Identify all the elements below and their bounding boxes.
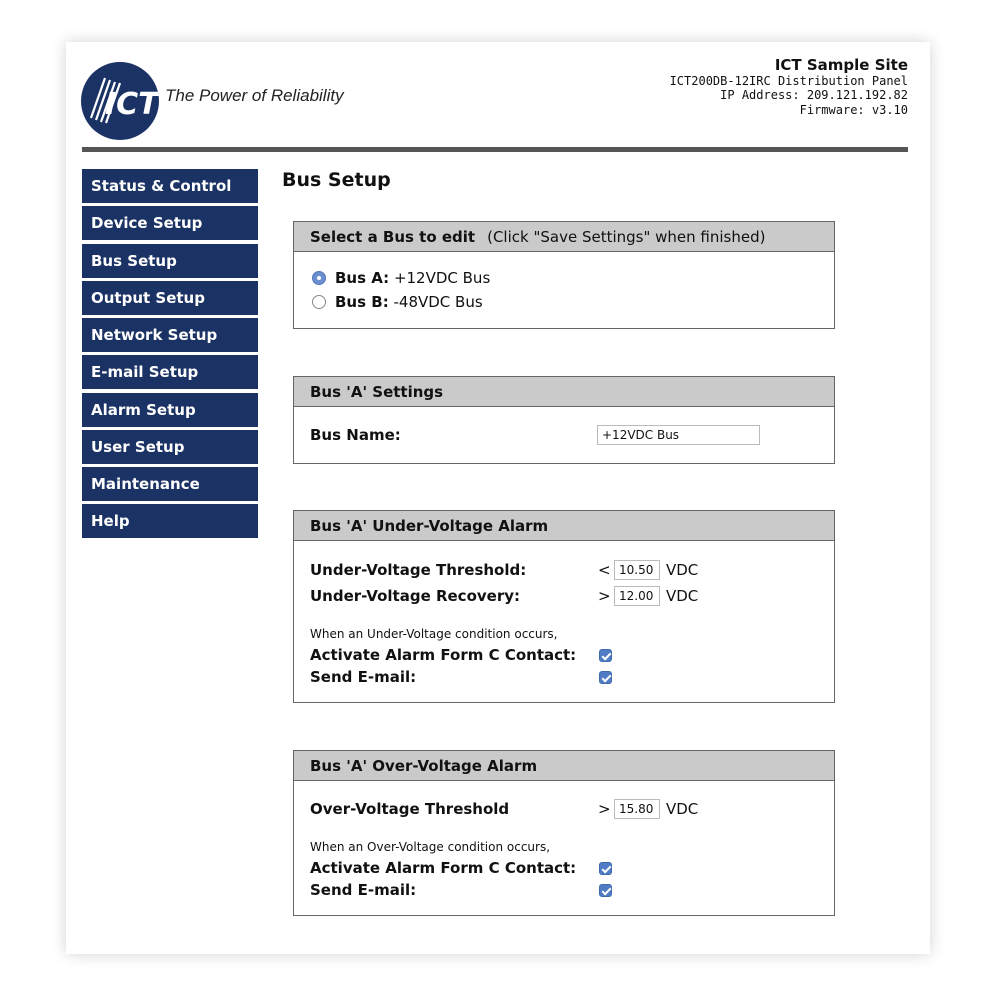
firmware-version: Firmware: v3.10 [799,102,908,117]
ov-threshold-symbol: > [598,800,611,818]
uv-email-label: Send E-mail: [310,668,417,686]
bus-b-key: Bus B: [335,293,389,311]
bus-b-value: -48VDC Bus [393,293,483,311]
device-name: ICT200DB-12IRC Distribution Panel [669,73,908,88]
uv-recovery-input[interactable]: 12.00 [614,586,660,606]
ov-threshold-label: Over-Voltage Threshold [310,800,510,818]
uv-threshold-input[interactable]: 10.50 [614,560,660,580]
sidebar-item-help[interactable]: Help [82,504,258,538]
sidebar-item-email-setup[interactable]: E-mail Setup [82,355,258,389]
bus-name-input[interactable]: +12VDC Bus [597,425,760,445]
sidebar-item-user-setup[interactable]: User Setup [82,430,258,464]
select-bus-note: (Click "Save Settings" when finished) [487,228,766,246]
ict-logo-icon [81,62,159,140]
bus-a-value: +12VDC Bus [393,269,491,287]
uv-condition-text: When an Under-Voltage condition occurs, [310,627,558,641]
uv-recovery-symbol: > [598,587,611,605]
svg-text:ICT: ICT [105,87,159,122]
ov-email-checkbox[interactable] [599,884,612,897]
sidebar-item-device-setup[interactable]: Device Setup [82,206,258,240]
sidebar-item-network-setup[interactable]: Network Setup [82,318,258,352]
select-bus-heading: Select a Bus to edit [310,228,476,246]
header-divider [82,147,908,152]
select-bus-panel [293,221,835,329]
uv-contact-label: Activate Alarm Form C Contact: [310,646,577,664]
bus-a-option[interactable] [312,269,490,287]
uv-threshold-label: Under-Voltage Threshold: [310,561,527,579]
bus-a-key: Bus A: [335,269,390,287]
sidebar-item-bus-setup[interactable]: Bus Setup [82,244,258,278]
bus-settings-panel [293,376,835,464]
uv-threshold-unit: VDC [666,561,699,579]
bus-b-radio[interactable] [312,295,326,309]
over-voltage-heading: Bus 'A' Over-Voltage Alarm [294,751,834,781]
sidebar-nav [82,169,258,542]
sidebar-item-alarm-setup[interactable]: Alarm Setup [82,393,258,427]
ov-condition-text: When an Over-Voltage condition occurs, [310,840,551,854]
bus-b-option[interactable] [312,293,483,311]
tagline: The Power of Reliability [165,86,344,105]
uv-recovery-unit: VDC [666,587,699,605]
under-voltage-panel [293,510,835,703]
sidebar-item-maintenance[interactable]: Maintenance [82,467,258,501]
bus-a-radio[interactable] [312,271,326,285]
ov-threshold-input[interactable]: 15.80 [614,799,660,819]
select-bus-header [294,222,834,252]
bus-name-label: Bus Name: [310,426,401,444]
over-voltage-panel [293,750,835,916]
uv-threshold-symbol: < [598,561,611,579]
ip-address: IP Address: 209.121.192.82 [720,88,908,102]
under-voltage-heading: Bus 'A' Under-Voltage Alarm [294,511,834,541]
uv-recovery-label: Under-Voltage Recovery: [310,587,521,605]
site-info [670,58,908,117]
uv-contact-checkbox[interactable] [599,649,612,662]
page-title: Bus Setup [282,169,391,191]
ov-email-label: Send E-mail: [310,881,417,899]
sidebar-item-status-control[interactable]: Status & Control [82,169,258,203]
sidebar-item-output-setup[interactable]: Output Setup [82,281,258,315]
ov-contact-label: Activate Alarm Form C Contact: [310,859,577,877]
site-title: ICT Sample Site [774,56,908,74]
ov-contact-checkbox[interactable] [599,862,612,875]
ov-threshold-unit: VDC [666,800,699,818]
bus-settings-heading: Bus 'A' Settings [294,377,834,407]
uv-email-checkbox[interactable] [599,671,612,684]
